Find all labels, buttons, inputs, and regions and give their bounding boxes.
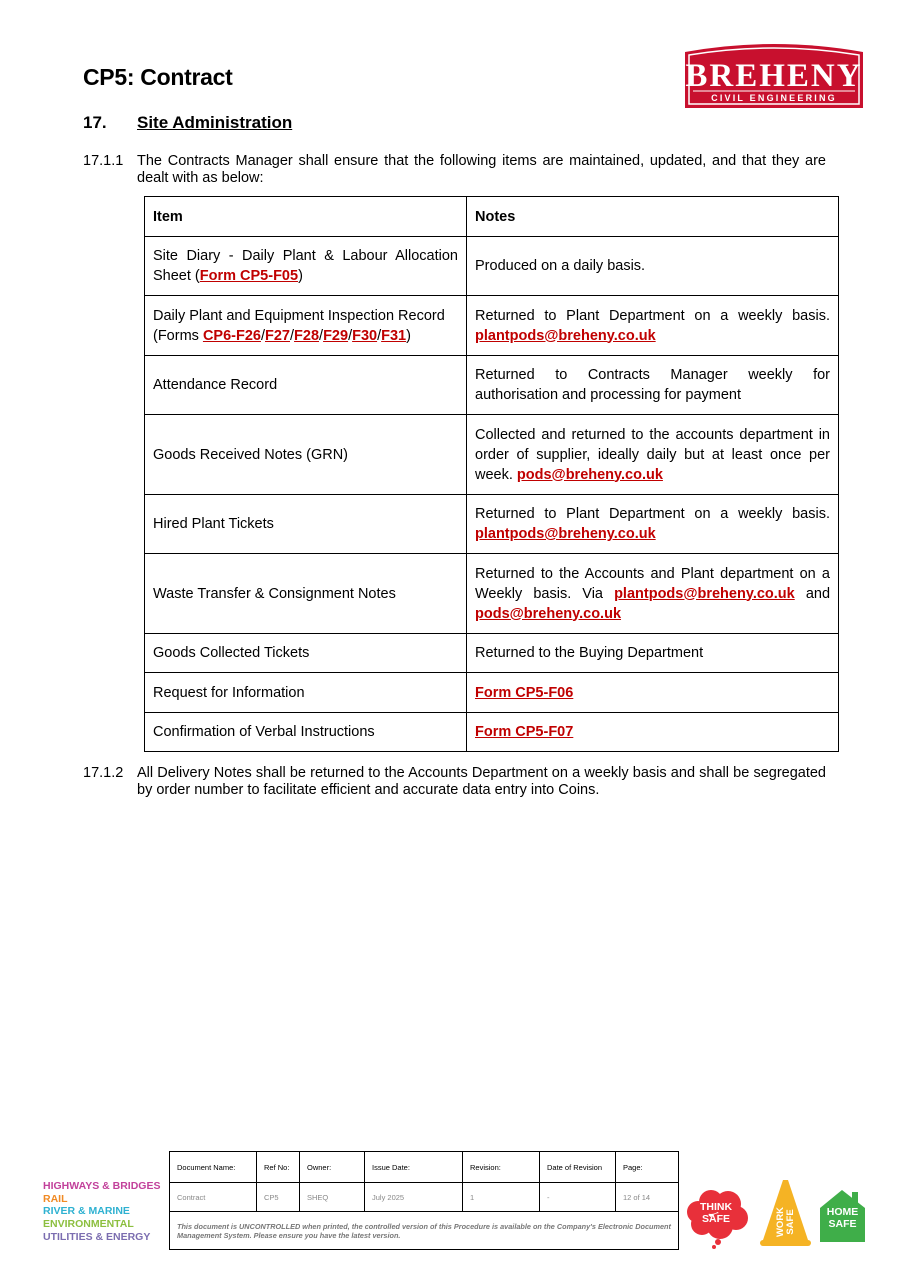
email-link[interactable]: plantpods@breheny.co.uk [475,327,656,344]
notes-cell: Returned to Contracts Manager weekly for authorisation and processing for payment [467,356,839,415]
work-safe-label: WORKSAFE [774,1206,797,1238]
category-environmental: ENVIRONMENTAL [43,1218,134,1231]
item-cell: Goods Received Notes (GRN) [145,415,467,495]
ref-no-value: CP5 [257,1183,300,1212]
paragraph-17-1-1 [83,153,826,187]
revision-value: 1 [463,1183,540,1212]
form-link[interactable]: F29 [323,327,349,344]
date-of-revision-value: - [540,1183,616,1212]
issue-date-header: Issue Date: [365,1152,463,1183]
paragraph-text: The Contracts Manager shall ensure that the following items are maintained, updated, and that they are dealt with as below: [137,153,826,186]
notes-cell: Returned to Plant Department on a weekly basis. plantpods@breheny.co.uk [467,495,839,554]
form-link[interactable]: F30 [352,327,378,344]
doc-control-header-row [170,1152,679,1183]
owner-header: Owner: [300,1152,365,1183]
notes-cell: Returned to Plant Department on a weekly basis. plantpods@breheny.co.uk [467,296,839,356]
email-link[interactable]: plantpods@breheny.co.uk [614,585,795,602]
category-utilities: UTILITIES & ENERGY [43,1230,151,1243]
house-icon [820,1190,865,1242]
column-header-item: Item [145,197,467,237]
home-safe-label: HOME SAFE [826,1206,859,1230]
form-link[interactable]: F28 [294,327,320,344]
doc-name-value: Contract [170,1183,257,1212]
paragraph-17-1-2 [83,765,826,799]
page-header: Page: [616,1152,679,1183]
owner-value: SHEQ [300,1183,365,1212]
email-link[interactable]: pods@breheny.co.uk [516,466,663,483]
form-link[interactable]: Form CP5-F06 [475,684,574,701]
notes-cell: Produced on a daily basis. [467,237,839,296]
table-row [145,237,839,296]
logo-sub-text: CIVIL ENGINEERING [711,93,837,103]
ref-no-header: Ref No: [257,1152,300,1183]
issue-date-value: July 2025 [365,1183,463,1212]
breheny-logo [683,40,865,110]
form-link[interactable]: Form CP5-F05 [199,268,299,284]
form-link[interactable]: F31 [381,327,407,344]
doc-control-value-row [170,1183,679,1212]
date-of-revision-header: Date of Revision [540,1152,616,1183]
revision-header: Revision: [463,1152,540,1183]
table-header-row [145,197,839,237]
category-river-marine: RIVER & MARINE [43,1205,130,1218]
logo-main-text: BREHENY [685,58,863,94]
table-row [145,296,839,356]
table-row [145,554,839,634]
notes-cell [467,713,839,752]
think-safe-label: THINK SAFE [699,1201,733,1225]
notes-cell: Returned to the Accounts and Plant department on a Weekly basis. Via plantpods@breheny.co.uk and pods@breheny.co.uk [467,554,839,634]
doc-name-header: Document Name: [170,1152,257,1183]
item-cell: Confirmation of Verbal Instructions [145,713,467,752]
item-cell: Request for Information [145,673,467,713]
form-link[interactable]: CP6-F26 [202,327,261,344]
uncontrolled-notice: This document is UNCONTROLLED when printed, the controlled version of this Procedure is available on the Company's Electronic Document Management System. Please ensure you have the latest version. [170,1212,679,1250]
notes-cell [467,673,839,713]
traffic-cone-icon [760,1180,811,1246]
table-row [145,713,839,752]
section-title: Site Administration [137,113,293,132]
category-highways: HIGHWAYS & BRIDGES [43,1180,161,1192]
table-row [145,356,839,415]
table-row [145,415,839,495]
notes-cell: Returned to the Buying Department [467,634,839,673]
site-admin-table [144,196,839,752]
column-header-notes: Notes [467,197,839,237]
safety-badges [684,1178,866,1250]
table-row [145,673,839,713]
notes-cell: Collected and returned to the accounts department in order of supplier, ideally daily but at least once per week. pods@breheny.co.uk [467,415,839,495]
item-cell: Waste Transfer & Consignment Notes [145,554,467,634]
item-cell: Goods Collected Tickets [145,634,467,673]
email-link[interactable]: pods@breheny.co.uk [475,605,622,622]
email-link[interactable]: plantpods@breheny.co.uk [475,526,656,542]
document-title: CP5: Contract [83,64,233,90]
thought-cloud-icon [687,1190,748,1249]
table-row [145,495,839,554]
form-link[interactable]: F27 [265,327,290,344]
business-categories [43,1180,160,1244]
category-rail: RAIL [43,1192,68,1205]
item-cell: Daily Plant and Equipment Inspection Record (Forms CP6-F26/F27/F28/F29/F30/F31) [145,296,467,356]
document-control-table [169,1151,679,1250]
item-cell: Attendance Record [145,356,467,415]
paragraph-number: 17.1.2 [83,765,124,781]
item-cell: Hired Plant Tickets [145,495,467,554]
form-link[interactable]: Form CP5-F07 [475,724,574,740]
section-number: 17. [83,113,107,132]
doc-control-note-row [170,1212,679,1250]
paragraph-text: All Delivery Notes shall be returned to the Accounts Department on a weekly basis and shall be segregated by order number to facilitate efficient and accurate data entry into Coins. [137,765,826,798]
table-row [145,634,839,673]
item-cell: Site Diary - Daily Plant & Labour Allocation Sheet (Form CP5-F05) [145,237,467,296]
paragraph-number: 17.1.1 [83,153,124,169]
page-value: 12 of 14 [616,1183,679,1212]
